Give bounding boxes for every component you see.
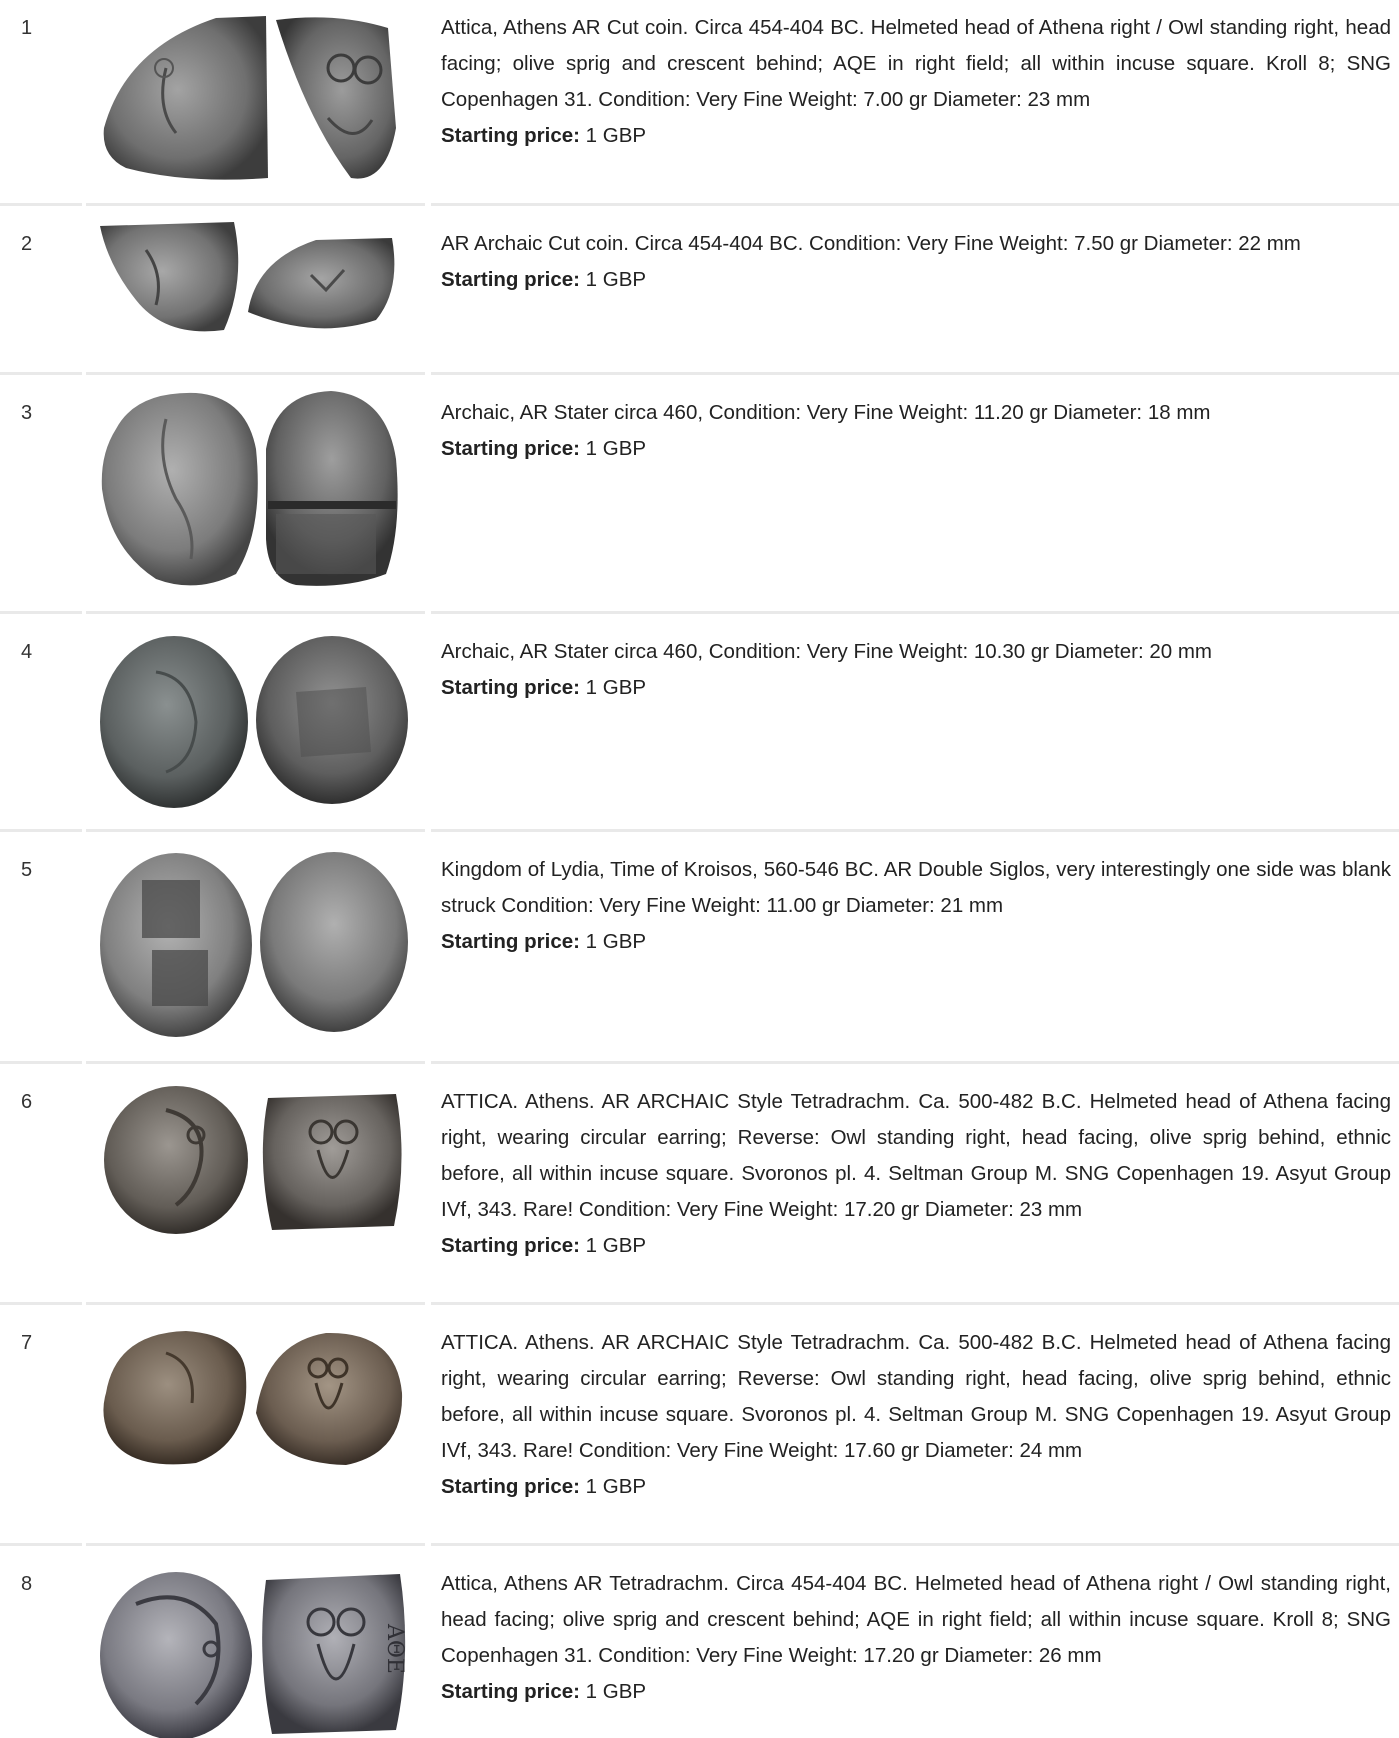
lot-number[interactable]: 8 <box>21 1573 33 1595</box>
row-divider <box>0 1302 82 1305</box>
lot-image[interactable] <box>96 632 414 812</box>
starting-price-label: Starting price: <box>441 1234 580 1257</box>
starting-price-label: Starting price: <box>441 437 580 460</box>
starting-price-value: 1 GBP <box>585 1680 647 1703</box>
starting-price-label: Starting price: <box>441 268 580 291</box>
row-divider <box>0 611 82 614</box>
lot-number[interactable]: 6 <box>21 1091 33 1113</box>
lot-row <box>0 1556 1399 1738</box>
starting-price-label: Starting price: <box>441 930 580 953</box>
starting-price-value: 1 GBP <box>585 676 647 699</box>
lot-number[interactable]: 4 <box>21 641 33 663</box>
lot-details <box>441 226 1391 298</box>
lot-row <box>0 1074 1399 1296</box>
starting-price-value: 1 GBP <box>585 1234 647 1257</box>
row-divider <box>86 1061 425 1064</box>
lot-number[interactable]: 2 <box>21 233 33 255</box>
lot-description[interactable]: Attica, Athens AR Tetradrachm. Circa 454-404 BC. Helmeted head of Athena right / Owl standing right, head facing; olive sprig and crescent behind; AQE in right field; all within incuse square. Kroll 8; SNG Copenhagen 31. Condition: Very Fine Weight: 17.20 gr Diameter: 26 mm <box>441 1572 1391 1667</box>
row-divider <box>431 1302 1399 1305</box>
lot-number[interactable]: 1 <box>21 17 33 39</box>
archaic-stater-photo <box>96 389 414 594</box>
row-divider <box>431 829 1399 832</box>
archaic-stater-photo <box>96 632 414 812</box>
lot-details <box>441 1566 1391 1710</box>
starting-price-label: Starting price: <box>441 124 580 147</box>
athens-tetradrachm-photo <box>96 1080 414 1238</box>
lot-row <box>0 0 1399 200</box>
lot-row <box>0 624 1399 824</box>
row-divider <box>86 203 425 206</box>
athens-tetradrachm-photo <box>96 1323 414 1473</box>
row-divider <box>431 1061 1399 1064</box>
starting-price-value: 1 GBP <box>585 268 647 291</box>
row-divider <box>431 611 1399 614</box>
row-divider <box>0 1543 82 1546</box>
lot-number[interactable]: 5 <box>21 859 33 881</box>
row-divider <box>0 203 82 206</box>
lot-description[interactable]: ATTICA. Athens. AR ARCHAIC Style Tetradrachm. Ca. 500-482 B.C. Helmeted head of Athena facing right, wearing circular earring; Reverse: Owl standing right, head facing, olive sprig behind, ethnic before, all within incuse square. Svoronos pl. 4. Seltman Group M. SNG Copenhagen 19. Asyut Group IVf, 343. Rare! Condition: Very Fine Weight: 17.20 gr Diameter: 23 mm <box>441 1090 1391 1221</box>
archaic-cut-coin-photo <box>96 220 414 350</box>
lot-row <box>0 385 1399 605</box>
lot-image[interactable] <box>96 850 414 1040</box>
starting-price-value: 1 GBP <box>585 930 647 953</box>
lydia-double-siglos-photo <box>96 850 414 1040</box>
row-divider <box>86 829 425 832</box>
row-divider <box>0 829 82 832</box>
athens-tetradrachm-photo <box>96 1564 414 1738</box>
lot-details <box>441 395 1391 467</box>
lot-row <box>0 216 1399 366</box>
row-divider <box>0 1061 82 1064</box>
lot-description[interactable]: ATTICA. Athens. AR ARCHAIC Style Tetradrachm. Ca. 500-482 B.C. Helmeted head of Athena facing right, wearing circular earring; Reverse: Owl standing right, head facing, olive sprig behind, ethnic before, all within incuse square. Svoronos pl. 4. Seltman Group M. SNG Copenhagen 19. Asyut Group IVf, 343. Rare! Condition: Very Fine Weight: 17.60 gr Diameter: 24 mm <box>441 1331 1391 1462</box>
row-divider <box>431 203 1399 206</box>
lot-number[interactable]: 7 <box>21 1332 33 1354</box>
lot-image[interactable] <box>96 1080 414 1238</box>
lot-description[interactable]: Archaic, AR Stater circa 460, Condition: Very Fine Weight: 10.30 gr Diameter: 20 mm <box>441 640 1212 663</box>
svg-text:ΑΘΕ: ΑΘΕ <box>382 1624 407 1674</box>
lot-details <box>441 10 1391 154</box>
starting-price-label: Starting price: <box>441 1680 580 1703</box>
lot-description[interactable]: Attica, Athens AR Cut coin. Circa 454-404 BC. Helmeted head of Athena right / Owl standing right, head facing; olive sprig and crescent behind; AQE in right field; all within incuse square. Kroll 8; SNG Copenhagen 31. Condition: Very Fine Weight: 7.00 gr Diameter: 23 mm <box>441 16 1391 111</box>
lot-row <box>0 1315 1399 1537</box>
lot-details <box>441 1325 1391 1505</box>
cut-coin-athena-owl-photo <box>96 8 414 184</box>
row-divider <box>86 1302 425 1305</box>
lot-details <box>441 634 1391 706</box>
starting-price-value: 1 GBP <box>585 1475 647 1498</box>
lot-description[interactable]: AR Archaic Cut coin. Circa 454-404 BC. Condition: Very Fine Weight: 7.50 gr Diameter: 22 mm <box>441 232 1301 255</box>
row-divider <box>86 611 425 614</box>
lot-image[interactable] <box>96 1323 414 1473</box>
lot-details <box>441 1084 1391 1264</box>
lot-image[interactable] <box>96 220 414 350</box>
lot-details <box>441 852 1391 960</box>
lot-image[interactable] <box>96 389 414 594</box>
row-divider <box>431 1543 1399 1546</box>
lot-description[interactable]: Archaic, AR Stater circa 460, Condition: Very Fine Weight: 11.20 gr Diameter: 18 mm <box>441 401 1211 424</box>
row-divider <box>431 372 1399 375</box>
lot-row <box>0 842 1399 1052</box>
starting-price-label: Starting price: <box>441 1475 580 1498</box>
row-divider <box>0 372 82 375</box>
row-divider <box>86 1543 425 1546</box>
lot-number[interactable]: 3 <box>21 402 33 424</box>
starting-price-label: Starting price: <box>441 676 580 699</box>
lot-image[interactable] <box>96 8 414 184</box>
starting-price-value: 1 GBP <box>585 124 647 147</box>
row-divider <box>86 372 425 375</box>
lot-image[interactable] <box>96 1564 414 1738</box>
starting-price-value: 1 GBP <box>585 437 647 460</box>
lot-description[interactable]: Kingdom of Lydia, Time of Kroisos, 560-546 BC. AR Double Siglos, very interestingly one side was blank struck Condition: Very Fine Weight: 11.00 gr Diameter: 21 mm <box>441 858 1391 917</box>
